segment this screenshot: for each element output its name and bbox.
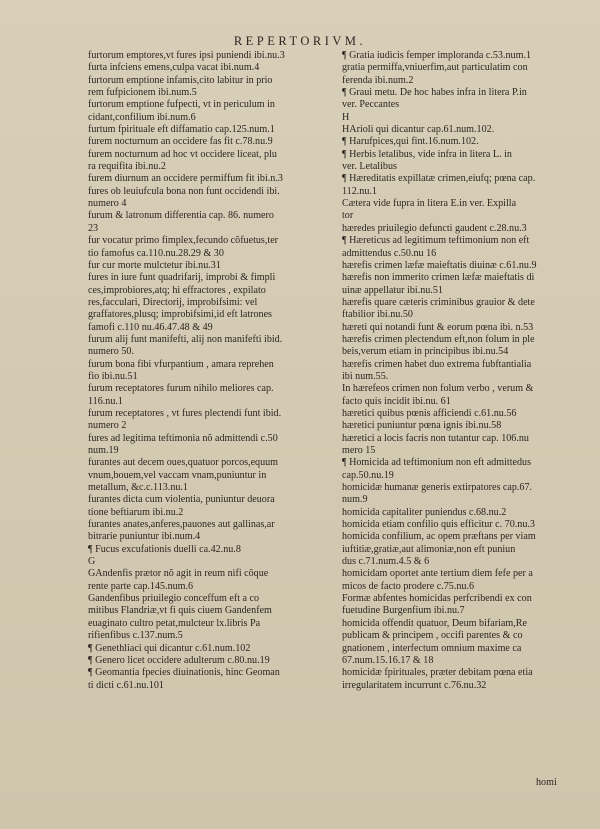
index-entry-line: fur cur morte mulctetur ibi.nu.31 — [88, 259, 221, 271]
index-entry-line: ver. Letalibus — [342, 161, 397, 173]
index-entry-line: ¶ Genero licet occidere adulterum c.80.nu.19 — [88, 654, 270, 666]
index-entry-line: ftabilior ibi.nu.50 — [342, 309, 413, 321]
index-entry-line: numero 4 — [88, 198, 127, 210]
index-entry-line: furum & latronum differentia cap. 86. numero — [88, 210, 274, 222]
index-entry-line: Formæ abfentes homicidas perfcribendi ex con — [342, 593, 532, 605]
index-entry-line: hærefis crimen habet duo extrema fubftantialia — [342, 358, 532, 370]
index-entry-line: furtum fpirituale eft diffamatio cap.125.num.1 — [88, 124, 275, 136]
index-entry-line: 67.num.15.16.17 & 18 — [342, 654, 434, 666]
index-entry-line: cap.50.nu.19 — [342, 469, 394, 481]
index-entry-line: facto quis incidit ibi.nu. 61 — [342, 395, 451, 407]
index-entry-line: ces,improbiores,atq; hi effractores , expilato — [88, 284, 266, 296]
index-entry-line: ¶ Fucus excufationis duelli ca.42.nu.8 — [88, 543, 241, 555]
index-entry-line: homicida etiam confilio quis efficitur c. 70.nu.3 — [342, 519, 535, 531]
index-entry-line: mitibus Flandriæ,vt fi quis ciuem Gandenfem — [88, 605, 272, 617]
index-entry-line: bitrarie puniuntur ibi.num.4 — [88, 531, 201, 543]
index-entry-line: ¶ Genethliaci qui dicantur c.61.num.102 — [88, 642, 251, 654]
index-entry-line: admittendus c.50.nu 16 — [342, 247, 437, 259]
index-entry-line: ¶ Hæreticus ad legitimum teftimonium non eft — [342, 235, 530, 247]
index-entry-line: 112.nu.1 — [342, 185, 377, 197]
index-entry-line: homicida capitaliter puniendus c.68.nu.2 — [342, 506, 507, 518]
index-entry-line: furum alij funt manifefti, alij non manifefti ibid. — [88, 333, 283, 345]
index-entry-line: hærefis quare cæteris criminibus grauior & dete — [342, 296, 535, 308]
index-entry-line: hæredes priuilegio defuncti gaudent c.28.nu.3 — [342, 222, 527, 234]
index-entry-line: tor — [342, 210, 354, 222]
index-entry-line: hæretici puniuntur pœna ignis ibi.nu.58 — [342, 420, 502, 432]
index-entry-line: gnationem , interfectum omnium maxime ca — [342, 642, 522, 654]
index-entry-line: numero 50. — [88, 346, 134, 358]
index-entry-line: homicida confilium, ac opem præftans per viam — [342, 531, 536, 543]
index-entry-line: furtorum emptione fufpecti, vt in periculum in — [88, 99, 275, 111]
index-entry-line: beis,verum etiam in principibus ibi.nu.54 — [342, 346, 509, 358]
index-entry-line: gratia permiffa,vniuerfim,aut particulatim con — [342, 62, 528, 74]
index-entry-line: fures ob leuiufcula bona non funt occidendi ibi. — [88, 185, 280, 197]
index-entry-line: homicidam oportet ante tertium diem fefe per a — [342, 568, 533, 580]
index-entry-line: furtorum emptione infamis,cito labitur in prio — [88, 74, 273, 86]
index-entry-line: rem fufpicionem ibi.num.5 — [88, 87, 197, 99]
index-entry-line: ferenda ibi.num.2 — [342, 74, 414, 86]
index-entry-line: ¶ Harufpices,qui fint.16.num.102. — [342, 136, 479, 148]
index-entry-line: tio famofus ca.110.nu.28.29 & 30 — [88, 247, 224, 259]
index-entry-line: homicidæ fpirituales, præter debitam pœna etia — [342, 667, 533, 679]
index-entry-line: H — [342, 111, 350, 123]
index-entry-line: rifienfibus c.137.num.5 — [88, 630, 183, 642]
index-entry-line: ¶ Herbis letalibus, vide infra in litera L. in — [342, 148, 512, 160]
index-entry-line: 23 — [88, 222, 99, 234]
index-entry-line: num.19 — [88, 445, 119, 456]
index-entry-line: Cætera vide fupra in litera E.in ver. Expilla — [342, 198, 517, 210]
index-entry-line: hæreti qui notandi funt & eorum pœna ibi. n.53 — [342, 321, 534, 333]
index-entry-line: HArioli qui dicantur cap.61.num.102. — [342, 124, 495, 136]
index-entry-line: uinæ appellatur ibi.nu.51 — [342, 284, 443, 296]
index-entry-line: fur vocatur primo fimplex,fecundo cõfuetus,ter — [88, 235, 279, 247]
index-entry-line: furtorum emptores,vt fures ipsi puniendi ibi.nu.3 — [88, 50, 285, 61]
index-entry-line: fures in iure funt quadrifarij, improbi & fimpli — [88, 272, 276, 284]
index-entry-line: hærefis crimen plectendum eft,non folum in ple — [342, 333, 535, 345]
index-entry-line: ¶ Geomantia fpecies diuinationis, hinc Geoman — [88, 667, 280, 679]
index-entry-line: numero 2 — [88, 420, 127, 432]
index-entry-line: mero 15 — [342, 445, 376, 456]
index-entry-line: ¶ Homicida ad teftimonium non eft admittedus — [342, 457, 532, 469]
index-entry-line: ver. Peccantes — [342, 99, 400, 111]
index-entry-line: tione beftiarum ibi.nu.2 — [88, 506, 184, 518]
index-entry-line: fio ibi.nu.51 — [88, 370, 138, 382]
index-entry-line: iuftitiæ,gratiæ,aut alimoniæ,non eft puniun — [342, 543, 516, 555]
index-entry-line: num.9 — [342, 494, 368, 506]
index-entry-line: furum bona fibi vfurpantium , amara reprehen — [88, 358, 274, 370]
index-entry-line: ¶ Gratia iudicis femper imploranda c.53.num.1 — [342, 50, 532, 61]
index-entry-line: ¶ Graui metu. De hoc habes infra in litera P.in — [342, 87, 527, 99]
index-entry-line: dus c.71.num.4.5 & 6 — [342, 556, 430, 568]
index-entry-line: hæretici a locis facris non tutantur cap. 106.nu — [342, 432, 529, 444]
index-entry-line: rente parte cap.145.num.6 — [88, 580, 194, 592]
index-entry-line: metallum, &c.c.113.nu.1 — [88, 482, 188, 494]
index-entry-line: fures ad legitima teftimonia nõ admittendi c.50 — [88, 432, 278, 444]
index-entry-line: GAndenfis prætor nõ agit in reum nifi cõque — [88, 568, 269, 580]
running-header: REPERTORIVM. — [233, 34, 367, 48]
index-entry-line: furantes anates,anferes,pauones aut gallinas,ar — [88, 519, 275, 531]
index-entry-line: G — [88, 556, 96, 568]
index-entry-line: ti dicti c.61.nu.101 — [88, 679, 164, 691]
index-entry-line: Gandenfibus priuilegio conceffum eft a co — [88, 593, 260, 605]
index-entry-line: fuetudine Burgenfium ibi.nu.7 — [342, 605, 465, 617]
index-entry-line: hærefis crimen læfæ maieftatis diuinæ c.61.nu.9 — [342, 259, 537, 271]
index-entry-line: res,facculari, Directorij, improbifsimi: vel — [88, 296, 258, 308]
index-entry-line: homicida offendit quatuor, Deum bifariam,Re — [342, 617, 527, 629]
index-entry-line: vnum,bouem,vel vaccam vnam,puniuntur in — [88, 469, 267, 481]
index-entry-line: cidant,confilium ibi.num.6 — [88, 111, 196, 123]
index-entry-line: ra requifita ibi.nu.2 — [88, 161, 166, 173]
index-entry-line: furantes aut decem oues,quatuor porcos,equum — [88, 457, 279, 469]
index-entry-line: furum receptatores , vt fures plectendi funt ibid. — [88, 407, 282, 419]
index-entry-line: graffatores,plusq; improbifsimi,id eft latrones — [88, 309, 272, 321]
index-entry-line: furem nocturnum ad hoc vt occidere liceat, plu — [88, 148, 277, 160]
index-entry-line: furum receptatores furum nihilo meliores cap. — [88, 383, 274, 395]
index-column-left — [88, 50, 348, 692]
index-entry-line: hæretici quibus pœnis afficiendi c.61.nu.56 — [342, 407, 517, 419]
index-entry-line: ibi num.55. — [342, 370, 389, 382]
index-entry-line: ¶ Hæreditatis expillatæ crimen,eiufq; pœna cap. — [342, 173, 536, 185]
index-entry-line: furantes dicta cum violentia, puniuntur deuora — [88, 494, 275, 506]
index-entry-line: furem nocturnum an occidere fas fit c.78.nu.9 — [88, 136, 273, 148]
index-entry-line: micos de facto prodere c.75.nu.6 — [342, 580, 475, 592]
catchword: homi — [536, 777, 557, 788]
index-entry-line: 116.nu.1 — [88, 395, 123, 407]
index-entry-line: homicidæ humanæ generis extirpatores cap.67. — [342, 482, 533, 494]
index-entry-line: publicam & principem , occifi parentes & co — [342, 630, 523, 642]
index-entry-line: furta infciens emens,culpa vacat ibi.num.4 — [88, 62, 260, 74]
index-entry-line: hærefis non immerito crimen læfæ maieftatis di — [342, 272, 535, 284]
index-entry-line: irregularitatem incurrunt c.76.nu.32 — [342, 679, 487, 691]
index-column-right — [342, 50, 588, 692]
index-entry-line: In hærefeos crimen non folum verbo , verum & — [342, 383, 534, 395]
index-entry-line: famofi c.110 nu.46.47.48 & 49 — [88, 321, 213, 333]
index-entry-line: euaginato cultro petat,mulcteur lx.libris Pa — [88, 617, 261, 629]
index-entry-line: furem diurnum an occidere permiffum fit ibi.n.3 — [88, 173, 283, 185]
